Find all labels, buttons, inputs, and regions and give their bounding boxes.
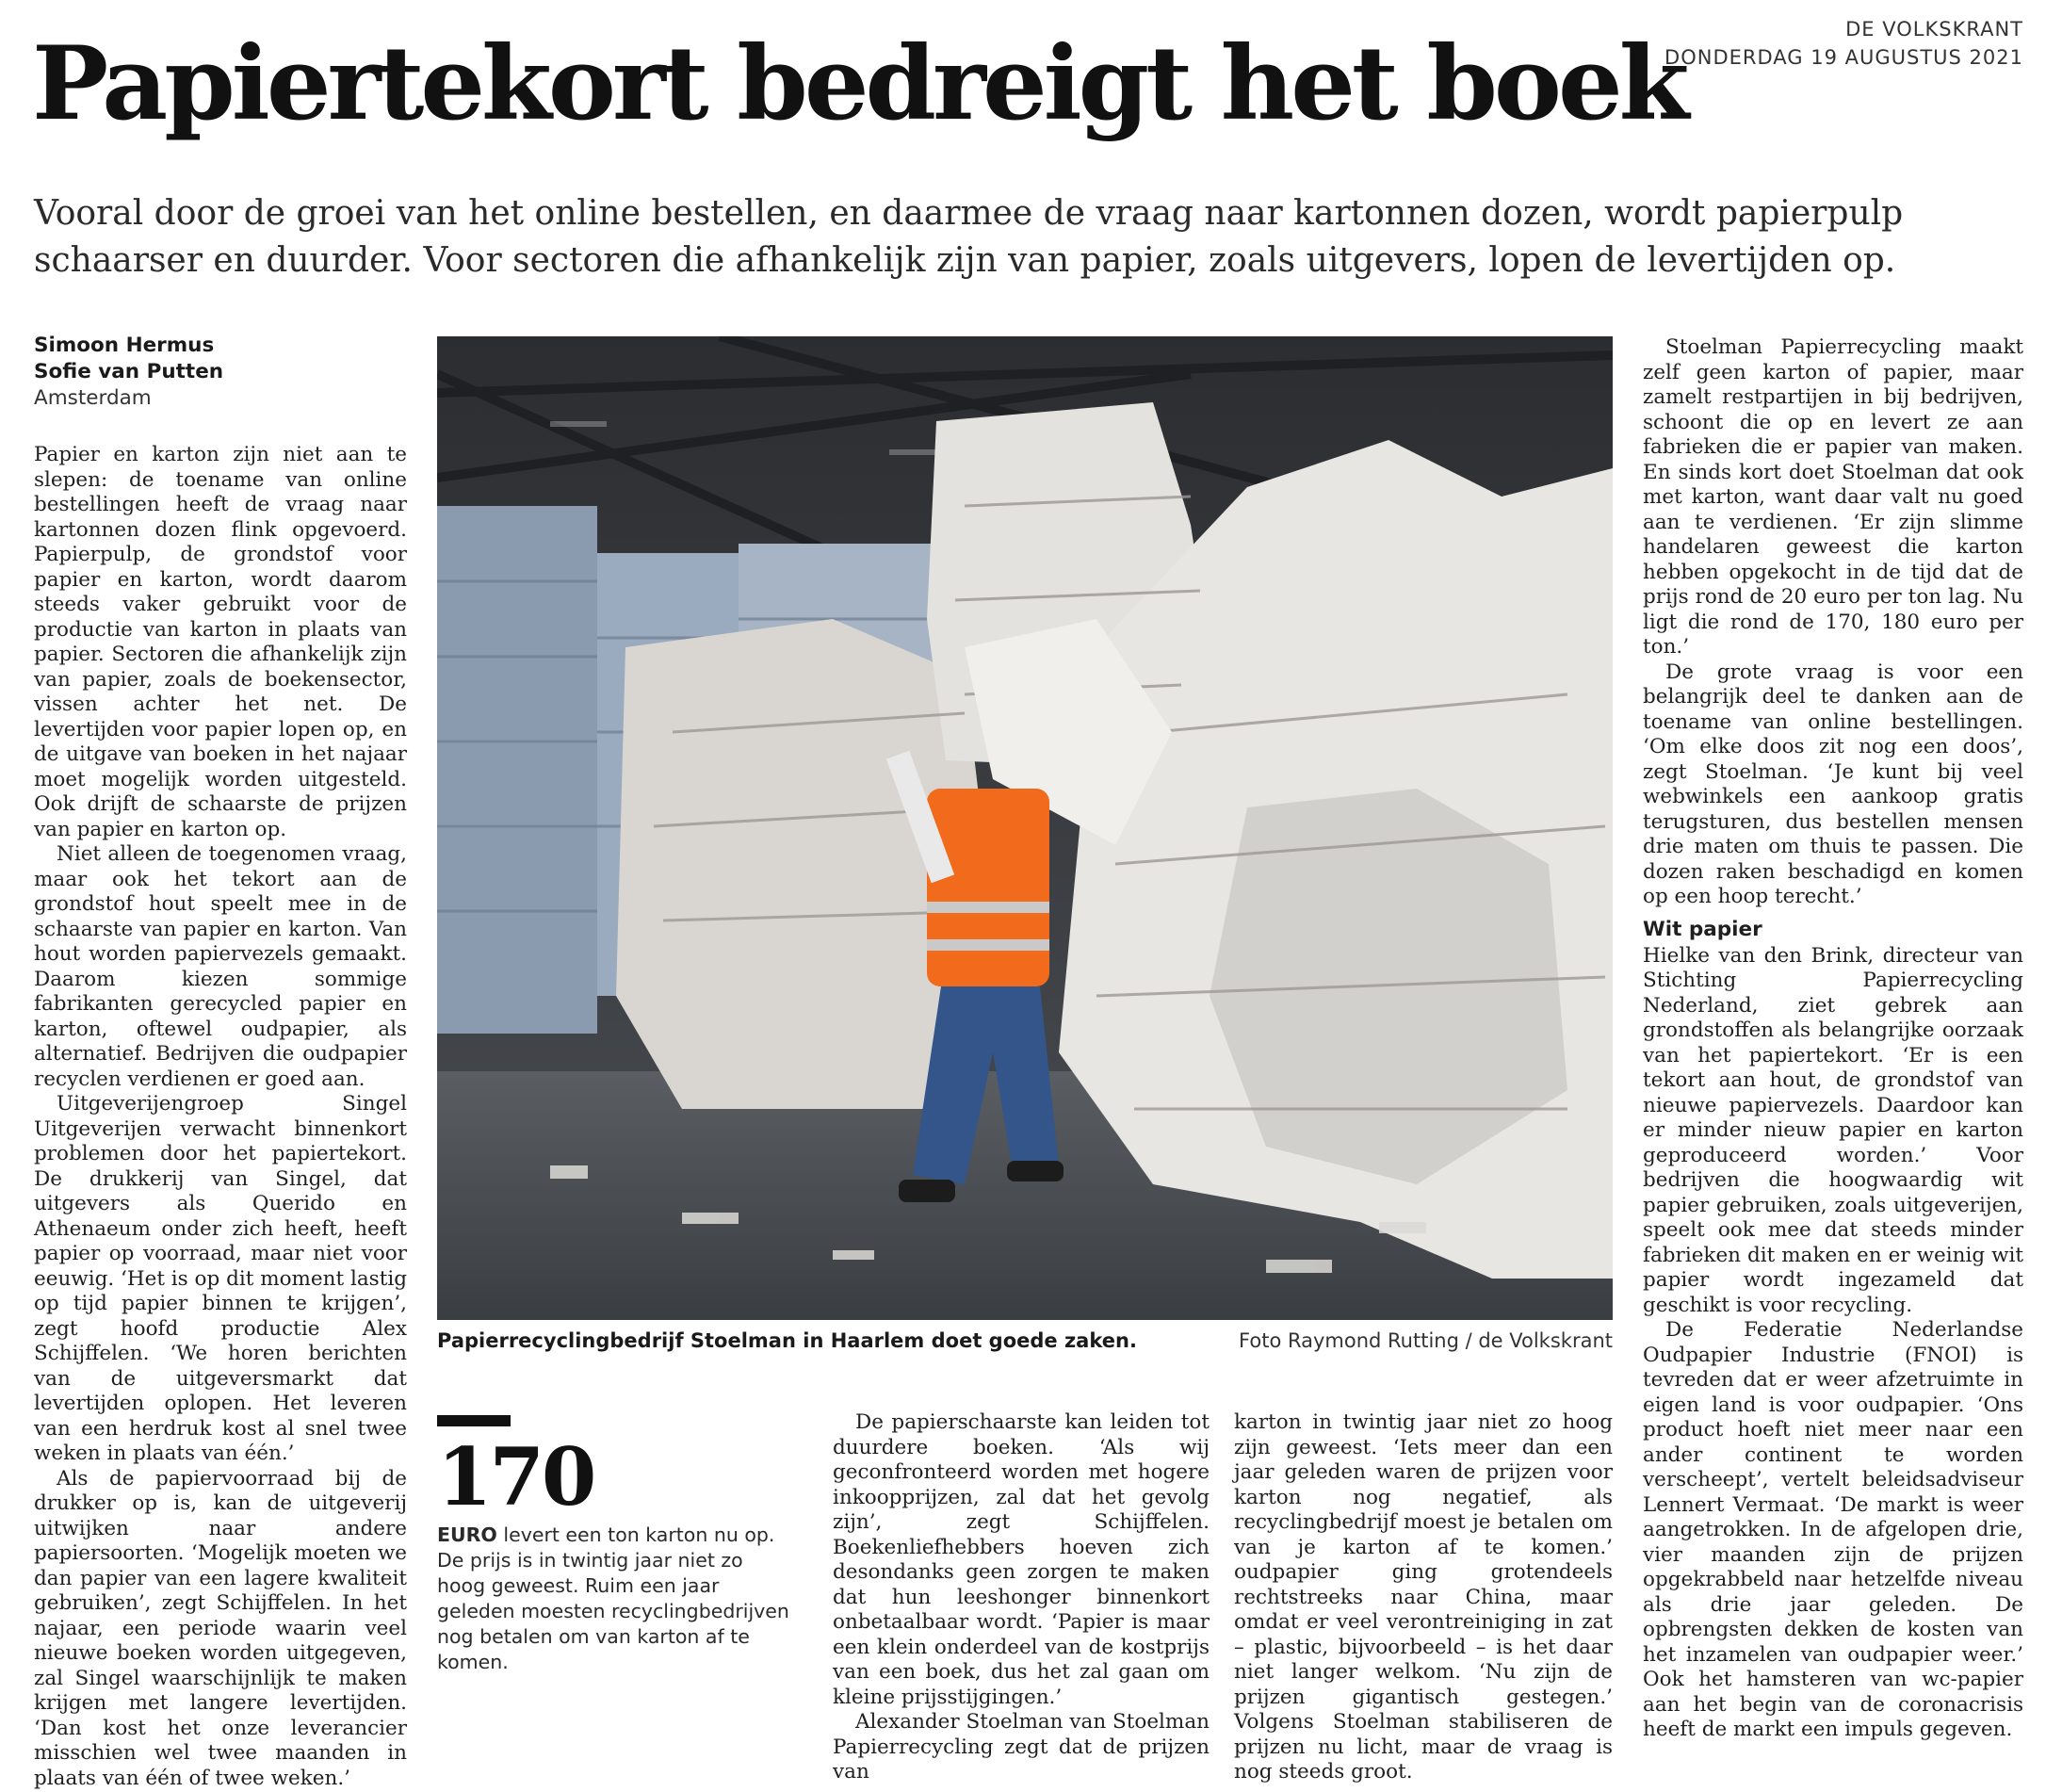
dateline-location: Amsterdam <box>34 386 152 410</box>
factbox-unit: EURO <box>437 1523 497 1546</box>
body-paragraph: Niet alleen de toegenomen vraag, maar ook het tekort aan de grondstof hout speelt mee in de schaarste van papier en karton. Van hout worden papiervezels gemaakt. Daarom kiezen sommige fabrikanten gerecycled papier en karton, oftewel oudpapier, als alternatief. Bedrijven die oudpapier recyclen verdienen er goed aan. <box>34 842 407 1091</box>
article-column-5 <box>1643 335 2023 1743</box>
article-photo <box>437 336 1613 1320</box>
body-paragraph: karton in twintig jaar niet zo hoog zijn geweest. ‘Iets meer dan een jaar geleden waren de prijzen voor karton nog negatief, als recyclingbedrijf moest je betalen om van je karton af te komen.’ oudpapier ging grotendeels rechtstreeks naar China, maar omdat er veel verontreiniging in zat – plastic, bijvoorbeeld – is het daar niet langer welkom. ‘Nu zijn de prijzen gigantisch gestegen.’ Volgens Stoelman stabiliseren de prijzen nu licht, maar de vraag is nog steeds groot. <box>1234 1410 1613 1784</box>
body-paragraph: De Federatie Nederlandse Oudpapier Industrie (FNOI) is tevreden dat er weer afzetruimte in eigen land is voor oudpapier. ‘Ons product hoeft niet meer naar een ander continent te worden verscheept’, vertelt beleidsadviseur Lennert Vermaat. ‘De markt is weer aangetrokken. In de afgelopen drie, vier maanden zijn de prijzen opgekrabbeld naar hetzelfde niveau als drie jaar geleden. De opbrengsten dekken de kosten van het inzamelen van oudpapier weer.’ Ook het hamsteren van wc-papier aan het begin van de coronacrisis heeft de markt een impuls gegeven. <box>1643 1318 2023 1741</box>
masthead <box>1664 15 2023 72</box>
body-paragraph: De grote vraag is voor een belangrijk deel te danken aan de toename van online bestellingen. ‘Om elke doos zit nog een doos’, zegt Stoelman. ‘Je kunt bij veel webwinkels een aankoop gratis terugsturen, dus bestellen mensen drie maten om thuis te passen. Die dozen raken beschadigd en komen op een hoop terecht.’ <box>1643 660 2023 908</box>
article-column-1 <box>34 443 407 1791</box>
caption-text: Papierrecyclingbedrijf Stoelman in Haarlem doet goede zaken. <box>437 1329 1137 1352</box>
body-paragraph: Uitgeverijengroep Singel Uitgeverijen verwacht binnenkort problemen door het papiertekort. De drukkerij van Singel, dat uitgevers als Querido en Athenaeum onder zich heeft, heeft papier op voorraad, maar niet voor eeuwig. ‘Het is op dit moment lastig op tijd papier binnen te krijgen’, zegt hoofd productie Alex Schijffelen. ‘We horen berichten van de uitgeversmarkt dat levertijden oplopen. Het leveren van een herdruk kost al snel twee weken in plaats van één.’ <box>34 1092 407 1465</box>
photo-credit: Foto Raymond Rutting / de Volkskrant <box>1239 1329 1613 1352</box>
headline: Papiertekort bedreigt het boek <box>32 24 1686 143</box>
article-column-3 <box>833 1410 1210 1785</box>
lead-paragraph: Vooral door de groei van het online bestellen, en daarmee de vraag naar kartonnen dozen, wordt papierpulp schaarser en duurder. Voor sectoren die afhankelijk zijn van papier, zoals uitgevers, lopen de levertijden op. <box>34 194 1904 280</box>
factbox <box>437 1415 797 1675</box>
author-name: Simoon Hermus <box>34 334 215 357</box>
publication-date: DONDERDAG 19 AUGUSTUS 2021 <box>1664 46 2023 69</box>
recycling-warehouse-image <box>437 336 1613 1320</box>
byline <box>34 333 223 412</box>
subheading: Wit papier <box>1643 917 1762 941</box>
body-paragraph: Stoelman Papierrecycling maakt zelf geen karton of papier, maar zamelt restpartijen in bij bedrijven, schoont die op en levert ze aan fabrieken die er papier van maken. En sinds kort doet Stoelman dat ook met karton, want daar valt nu goed aan te verdienen. ‘Er zijn slimme handelaren geweest die karton hebben opgekocht in de tijd dat de prijs rond de 20 euro per ton lag. Nu ligt die rond de 170, 180 euro per ton.’ <box>1643 335 2023 659</box>
body-paragraph: De papierschaarste kan leiden tot duurdere boeken. ‘Als wij geconfronteerd worden met hogere inkoopprijzen, zal dat het gevolg zijn’, zegt Schijffelen. Boekenliefhebbers hoeven zich desondanks geen zorgen te maken dat hun leeshonger binnenkort onbetaalbaar wordt. ‘Papier is maar een klein onderdeel van de kostprijs van een boek, dus het zal gaan om kleine prijsstijgingen.’ <box>833 1410 1210 1709</box>
body-paragraph: Hielke van den Brink, directeur van Stichting Papierrecycling Nederland, ziet gebrek aan grondstoffen als belangrijke oorzaak van het papiertekort. ‘Er is een tekort aan hout, de grondstof van nieuwe papiervezels. Daardoor kan er minder nieuw papier en karton geproduceerd worden.’ Voor bedrijven die hoogwaardig wit papier gebruiken, zoals uitgeverijen, speelt ook mee dat steeds minder fabrieken dit maken en er weinig wit papier wordt ingezameld dat geschikt is voor recycling. <box>1643 943 2023 1317</box>
author-name: Sofie van Putten <box>34 360 224 383</box>
body-paragraph: Alexander Stoelman van Stoelman Papierrecycling zegt dat de prijzen van <box>833 1710 1210 1784</box>
photo-caption <box>437 1327 1613 1355</box>
factbox-body: levert een ton karton nu op. De prijs is in twintig jaar niet zo hoog geweest. Ruim een jaar geleden moesten recyclingbedrijven nog betalen om van karton af te komen. <box>437 1523 789 1673</box>
factbox-text <box>437 1523 797 1675</box>
body-paragraph: Papier en karton zijn niet aan te slepen: de toename van online bestellingen heeft de vraag naar kartonnen dozen flink opgevoerd. Papierpulp, de grondstof voor papier en karton, wordt daarom steeds vaker gebruikt voor de productie van karton in plaats van papier. Sectoren die afhankelijk zijn van papier, zoals de boekensector, vissen achter het net. De levertijden voor papier lopen op, en de uitgave van boeken in het najaar moet mogelijk worden uitgesteld. Ook drijft de schaarste de prijzen van papier en karton op. <box>34 443 407 841</box>
factbox-number: 170 <box>437 1430 594 1523</box>
article-column-4 <box>1234 1410 1613 1785</box>
paper-name: DE VOLKSKRANT <box>1845 18 2023 41</box>
factbox-rule <box>437 1415 511 1426</box>
body-paragraph: Als de papiervoorraad bij de drukker op is, kan de uitgeverij uitwijken naar andere papiersoorten. ‘Mogelijk moeten we dan papier van een lagere kwaliteit gebruiken’, zegt Schijffelen. In het najaar, een periode waarin veel nieuwe boeken worden uitgegeven, zal Singel waarschijnlijk te maken krijgen met langere levertijden. ‘Dan kost het onze leverancier misschien wel twee maanden in plaats van één of twee weken.’ <box>34 1466 407 1790</box>
